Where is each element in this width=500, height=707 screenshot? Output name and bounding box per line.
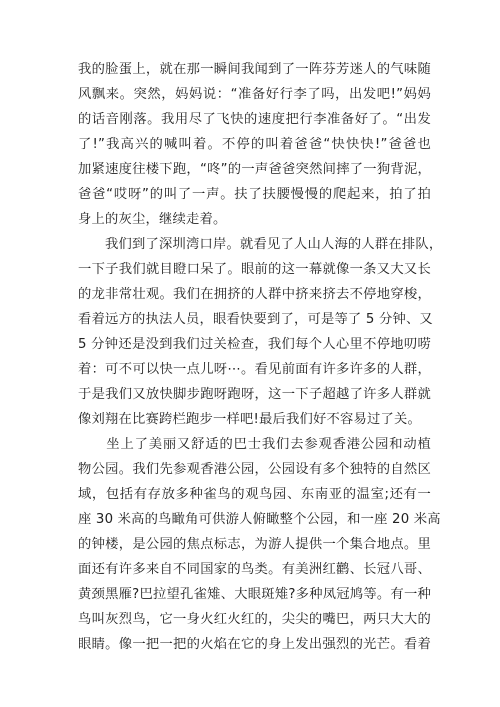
text-line: 爸爸“哎呀”的叫了一声。扶了扶腰慢慢的爬起来，拍了拍: [78, 187, 431, 202]
paragraph-3: [78, 432, 441, 657]
text-line: 看着远方的执法人员，眼看快要到了，可是等了 5 分钟、又: [78, 312, 433, 327]
text-line: 我的脸蛋上，就在那一瞬间我闻到了一阵芬芳迷人的气味随: [78, 62, 431, 77]
paragraph-1: [78, 57, 431, 232]
text-line: 5 分钟还是没到我们过关检查，我们每个人心里不停地叨唠: [78, 337, 431, 352]
document-body: [78, 57, 443, 657]
text-line: 加紧速度往楼下跑，“咚”的一声爸爸突然间摔了一狗背泥，: [78, 162, 431, 177]
text-line: 鸟叫灰烈鸟，它一身火红火红的，尖尖的嘴巴，两只大大的: [78, 612, 431, 627]
text-line: 于是我们又放快脚步跑呀跑呀，这一下子超越了许多人群就: [78, 387, 431, 402]
text-line: 一下子我们就目瞪口呆了。眼前的这一幕就像一条又大又长: [78, 262, 431, 277]
text-line: 物公园。我们先参观香港公园，公园设有多个独特的自然区: [78, 462, 431, 477]
text-line: 的龙非常壮观。我们在拥挤的人群中挤来挤去不停地穿梭，: [78, 287, 431, 302]
text-line: 域，包括有存放多种雀鸟的观鸟园、东南亚的温室;还有一: [78, 487, 431, 502]
text-line: 风飘来。突然，妈妈说：“准备好行李了吗，出发吧!”妈妈: [78, 87, 431, 102]
text-line: 了!”我高兴的喊叫着。不停的叫着爸爸“快快快!”爸爸也: [78, 137, 431, 152]
text-line: 面还有许多来自不同国家的鸟类。有美洲红鹳、长冠八哥、: [78, 562, 431, 577]
text-line: 的话音刚落。我用尽了飞快的速度把行李准备好了。“出发: [78, 112, 431, 127]
text-line: 眼睛。像一把一把的火焰在它的身上发出强烈的光芒。看着: [78, 637, 431, 652]
text-line: 黄颈黑雁?巴拉望孔雀雉、大眼斑雉?多种凤冠鸠等。有一种: [78, 587, 431, 602]
text-line: 座 30 米高的鸟瞰角可供游人俯瞰整个公园，和一座 20 米高: [78, 512, 441, 527]
text-line: 的钟楼，是公园的焦点标志，为游人提供一个集合地点。里: [78, 537, 431, 552]
text-line: 我们到了深圳湾口岸。就看见了人山人海的人群在排队，: [78, 237, 443, 252]
paragraph-2: [78, 232, 443, 432]
text-line: 坐上了美丽又舒适的巴士我们去参观香港公园和动植: [78, 437, 431, 452]
text-line: 身上的灰尘，继续走着。: [78, 212, 227, 227]
text-line: 像刘翔在比赛跨栏跑步一样吧!最后我们好不容易过了关。: [78, 412, 421, 427]
text-line: 着：可不可以快一点儿呀⋯。看见前面有许多许多的人群，: [78, 362, 431, 377]
